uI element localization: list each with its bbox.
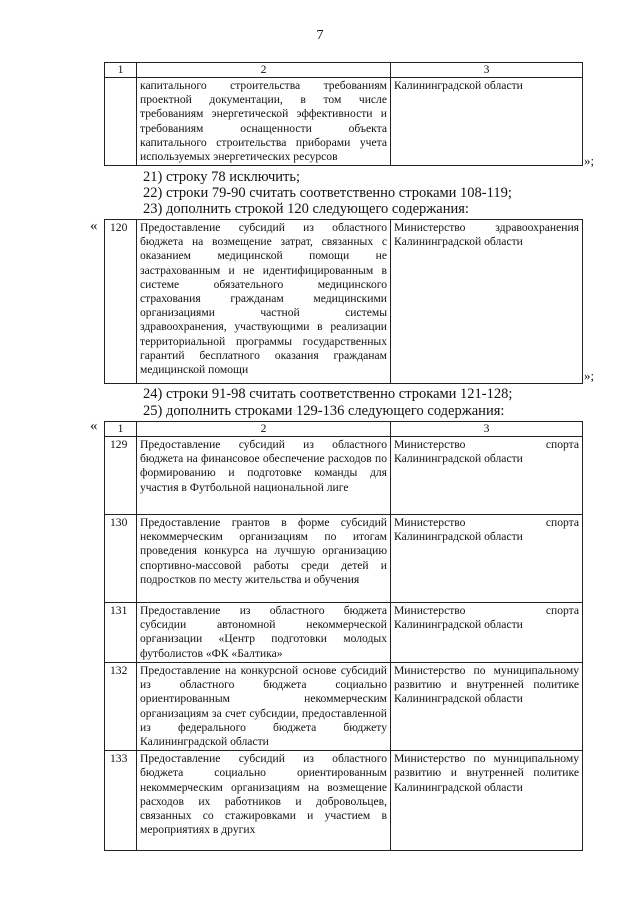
row-ministry: Министерство спорта Калининградской области: [391, 437, 583, 515]
row-description: Предоставление субсидий из областного бюджета на возмещение затрат, связанных с оказанием медицинской помощи не застрахованным и не идентифицированным в системе обязательного медицинского страхования гражданам медицинскими организациями частной системы здравоохранения, участвующими в реализации территориальной программы государственных гарантий бесплатного оказания гражданам медицинской помощи: [137, 220, 391, 384]
table-row: [105, 515, 583, 603]
opening-quote: «: [90, 218, 98, 234]
row-number: 132: [105, 663, 137, 751]
row-number: [105, 78, 137, 166]
header-cell: 1: [105, 422, 137, 437]
row-number: 130: [105, 515, 137, 603]
row-number: 131: [105, 603, 137, 663]
amendment-line-21: 21) строку 78 исключить;: [143, 169, 301, 185]
header-cell: 1: [105, 63, 137, 78]
row-number: 129: [105, 437, 137, 515]
row-description: Предоставление грантов в форме субсидий некоммерческим организациям по итогам проведения конкурса на лучшую организацию спортивно-массовой работы среди детей и подростков по месту жительства и обучения: [137, 515, 391, 603]
table-row: [105, 603, 583, 663]
closing-quote: »;: [584, 153, 595, 168]
row-ministry: Министерство спорта Калининградской области: [391, 603, 583, 663]
row-description: Предоставление субсидий из областного бюджета социально ориентированным некоммерческим организациям на возмещение расходов их работников и добровольцев, связанных со стажировками и участием в мероприятиях в других: [137, 751, 391, 851]
table-row: [105, 78, 583, 166]
row-ministry: Министерство по муниципальному развитию и внутренней политике Калининградской области: [391, 663, 583, 751]
row-description: Предоставление субсидий из областного бюджета на финансовое обеспечение расходов по формированию и подготовке команды для участия в Футбольной национальной лиге: [137, 437, 391, 515]
row-ministry: Министерство спорта Калининградской области: [391, 515, 583, 603]
table-header-row: [105, 63, 583, 78]
amendment-line-25: 25) дополнить строками 129-136 следующего содержания:: [143, 403, 505, 419]
row-ministry: Министерство здравоохранения Калининградской области: [391, 220, 583, 384]
table-row: [105, 751, 583, 851]
amendment-line-24: 24) строки 91-98 считать соответственно строками 121-128;: [143, 386, 513, 402]
header-cell: 2: [137, 422, 391, 437]
row-ministry: Министерство по муниципальному развитию и внутренней политике Калининградской области: [391, 751, 583, 851]
row-description: капитального строительства требованиям проектной документации, в том числе требованиям энергетической эффективности и требованиям оснащенности объекта капитального строительства приборами учета используемых энергетических ресурсов: [137, 78, 391, 166]
table-row: [105, 663, 583, 751]
closing-quote: »;: [584, 368, 595, 383]
row-description: Предоставление из областного бюджета субсидии автономной некоммерческой организации «Центр подготовки молодых футболистов «ФК «Балтика»: [137, 603, 391, 663]
table-row: [105, 220, 583, 384]
header-cell: 3: [391, 422, 583, 437]
row-description: Предоставление на конкурсной основе субсидий из областного бюджета социально ориентированным некоммерческим организациям за счет субсидии, предоставленной из федерального бюджета бюджету Калининградской области: [137, 663, 391, 751]
page-number: 7: [316, 28, 324, 43]
table-continuation: [104, 62, 583, 166]
row-number: 133: [105, 751, 137, 851]
amendment-line-22: 22) строки 79-90 считать соответственно строками 108-119;: [143, 185, 512, 201]
opening-quote: «: [90, 418, 98, 434]
amendment-line-23: 23) дополнить строкой 120 следующего содержания:: [143, 201, 469, 217]
header-cell: 2: [137, 63, 391, 78]
table-row: [105, 437, 583, 515]
row-number: 120: [105, 220, 137, 384]
table-rows-129-136: [104, 421, 583, 851]
header-cell: 3: [391, 63, 583, 78]
table-header-row: [105, 422, 583, 437]
table-row-120: [104, 219, 583, 384]
row-ministry: Калининградской области: [391, 78, 583, 166]
